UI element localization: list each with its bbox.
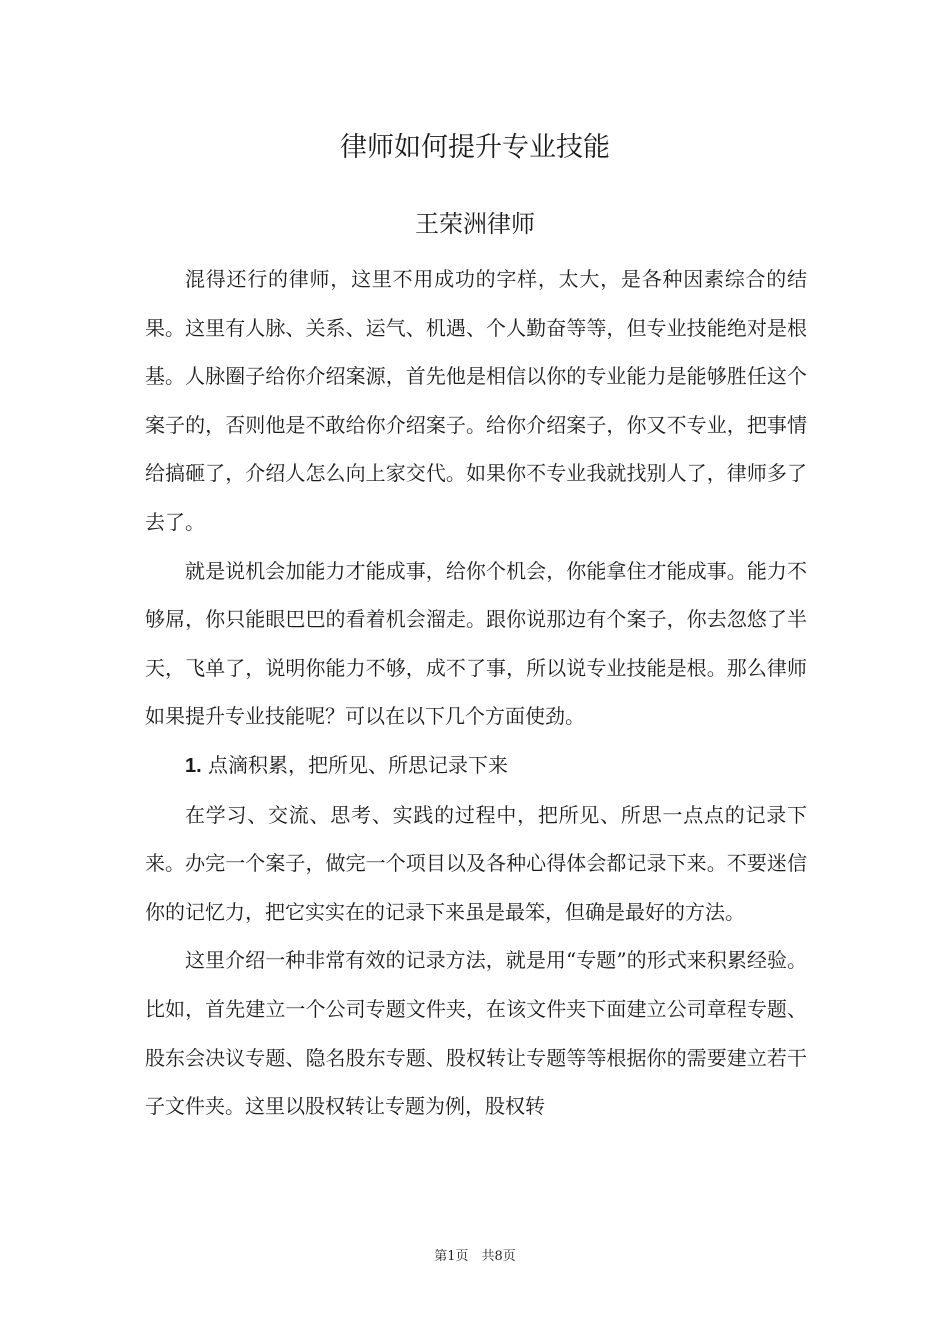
- body-paragraph-2: 就是说机会加能力才能成事，给你个机会，你能拿住才能成事。能力不够屌，你只能眼巴巴的看着机会溜走。跟你说那边有个案子，你去忽悠了半天，飞单了，说明你能力不够，成不了事，所以说专业技能是根。那么律师如果提升专业技能呢？可以在以下几个方面使劲。: [145, 558, 807, 729]
- page-footer: 第1页 共8页: [434, 1249, 516, 1264]
- document-title-text: 律师如何提升专业技能: [340, 132, 610, 163]
- section-heading-text: 点滴积累，把所见、所思记录下来: [208, 752, 509, 777]
- section1-paragraph-2: 这里介绍一种非常有效的记录方法，就是用“专题”的形式来积累经验。比如，首先建立一个公司专题文件夹，在该文件夹下面建立公司章程专题、股东会决议专题、隐名股东专题、股权转让专题等等根据你的需要建立若干子文件夹。这里以股权转让专题为例，股权转: [145, 948, 807, 1119]
- section-heading-1: [145, 741, 807, 791]
- body-paragraph-1: 混得还行的律师，这里不用成功的字样，太大，是各种因素综合的结果。这里有人脉、关系、运气、机遇、个人勤奋等等，但专业技能绝对是根基。人脉圈子给你介绍案源，首先他是相信以你的专业能力是能够胜任这个案子的，否则他是不敢给你介绍案子。给你介绍案子，你又不专业，把事情给搞砸了，介绍人怎么向上家交代。如果你不专业我就找别人了，律师多了去了。: [145, 267, 807, 534]
- section-number: 1.: [185, 754, 202, 777]
- document-body: [145, 255, 807, 1131]
- document-author: 王荣洲律师: [415, 210, 535, 238]
- document-title: [0, 128, 950, 168]
- section1-paragraph-1: 在学习、交流、思考、实践的过程中，把所见、所思一点点的记录下来。办完一个案子，做完一个项目以及各种心得体会都记录下来。不要迷信你的记忆力，把它实实在的记录下来虽是最笨，但确是最好的方法。: [145, 802, 807, 924]
